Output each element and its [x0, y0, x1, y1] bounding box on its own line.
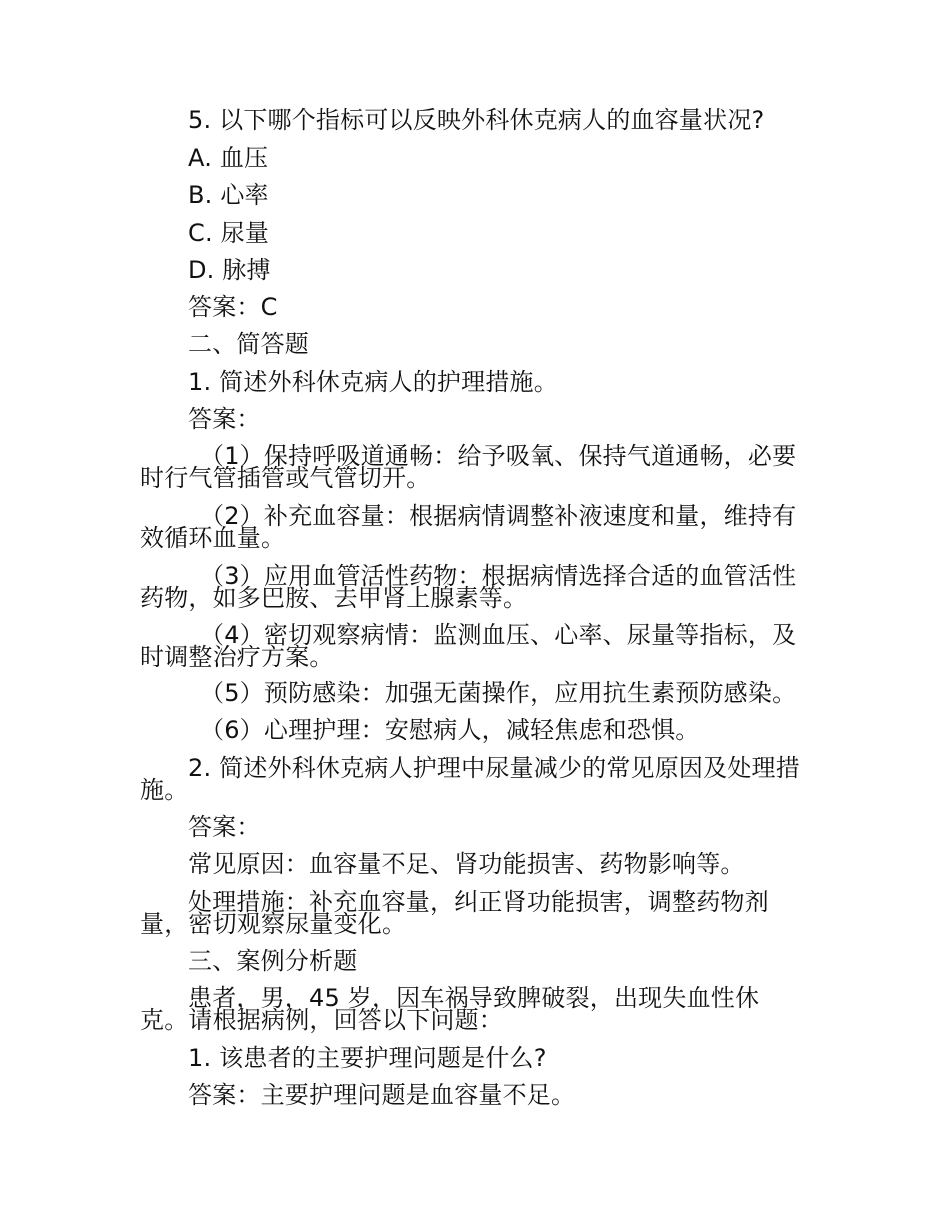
short-answer-2-stem-line1: 2. 简述外科休克病人护理中尿量减少的常见原因及处理措: [188, 754, 800, 782]
option-a: A. 血压: [188, 144, 269, 172]
case-description-line2: 克。请根据病例，回答以下问题：: [140, 1006, 503, 1034]
short-answer-2-causes: 常见原因：血容量不足、肾功能损害、药物影响等。: [188, 850, 745, 878]
section-2-heading: 二、简答题: [188, 330, 309, 358]
measure-6: （6）心理护理：安慰病人，减轻焦虑和恐惧。: [200, 716, 700, 744]
short-answer-2-measures-line2: 量，密切观察尿量变化。: [140, 910, 407, 938]
short-answer-2-answer-label: 答案：: [188, 813, 261, 841]
measure-3-line1: （3）应用血管活性药物：根据病情选择合适的血管活性: [200, 562, 797, 590]
measure-2-line1: （2）补充血容量：根据病情调整补液速度和量，维持有: [200, 502, 797, 530]
short-answer-1-answer-label: 答案：: [188, 405, 261, 433]
measure-1-line2: 时行气管插管或气管切开。: [140, 464, 431, 492]
question-5-stem: 5. 以下哪个指标可以反映外科休克病人的血容量状况?: [188, 106, 765, 134]
case-question-1-stem: 1. 该患者的主要护理问题是什么?: [188, 1044, 547, 1072]
short-answer-1-stem: 1. 简述外科休克病人的护理措施。: [188, 368, 558, 396]
short-answer-2-measures-line1: 处理措施：补充血容量，纠正肾功能损害，调整药物剂: [188, 888, 769, 916]
option-c: C. 尿量: [188, 219, 270, 247]
measure-1-line1: （1）保持呼吸道通畅：给予吸氧、保持气道通畅，必要: [200, 442, 797, 470]
option-b: B. 心率: [188, 181, 269, 209]
short-answer-2-stem-line2: 施。: [140, 776, 189, 804]
measure-5: （5）预防感染：加强无菌操作，应用抗生素预防感染。: [200, 679, 797, 707]
case-description-line1: 患者，男，45 岁，因车祸导致脾破裂，出现失血性休: [188, 984, 760, 1012]
measure-2-line2: 效循环血量。: [140, 524, 286, 552]
measure-3-line2: 药物，如多巴胺、去甲肾上腺素等。: [140, 584, 528, 612]
section-3-heading: 三、案例分析题: [188, 947, 358, 975]
question-5-answer: 答案：C: [188, 293, 278, 321]
measure-4-line1: （4）密切观察病情：监测血压、心率、尿量等指标，及: [200, 621, 797, 649]
case-question-1-answer: 答案：主要护理问题是血容量不足。: [188, 1081, 576, 1109]
measure-4-line2: 时调整治疗方案。: [140, 643, 334, 671]
option-d: D. 脉搏: [188, 256, 271, 284]
